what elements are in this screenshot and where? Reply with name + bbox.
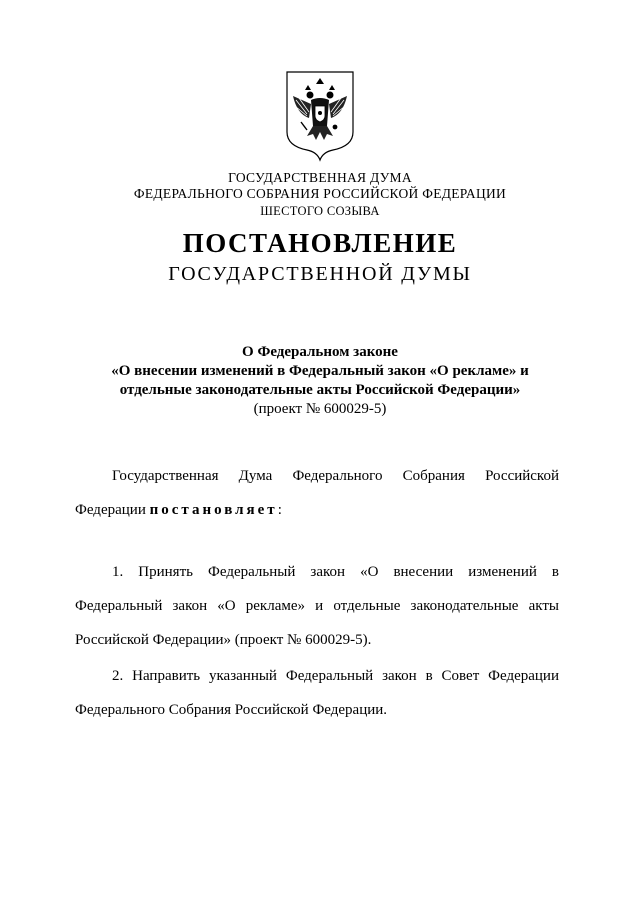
preamble-resolves: постановляет (149, 502, 278, 518)
item1-line1: 1. Принять Федеральный закон «О внесении изменений в (112, 564, 559, 580)
preamble-colon: : (277, 502, 282, 518)
document-subtitle: ГОСУДАРСТВЕННОЙ ДУМЫ (168, 263, 472, 285)
item1-line2: Федеральный закон «О рекламе» и отдельные законодательные акты (75, 598, 559, 614)
law-reference (0, 343, 640, 419)
item2-line1: 2. Направить указанный Федеральный закон в Совет Федерации (112, 668, 559, 684)
law-project-number: (проект № 600029-5) (253, 401, 387, 417)
preamble-line1: Государственная Дума Федерального Собрания Российской (112, 468, 559, 484)
preamble-federation: Федерации (75, 502, 150, 518)
law-title-line2: «О внесении изменений в Федеральный закон «О рекламе» и (111, 363, 529, 379)
header-line-federal-assembly: ФЕДЕРАЛЬНОГО СОБРАНИЯ РОССИЙСКОЙ ФЕДЕРАЦИИ (133, 186, 507, 201)
document-title: ПОСТАНОВЛЕНИЕ (182, 228, 458, 258)
preamble-line2 (75, 500, 559, 520)
law-title-line3: отдельные законодательные акты Российской Федерации» (119, 382, 521, 398)
header-line-convocation: ШЕСТОГО СОЗЫВА (260, 204, 380, 218)
item2-line2: Федерального Собрания Российской Федерации. (75, 702, 388, 718)
header-line-duma: ГОСУДАРСТВЕННАЯ ДУМА (228, 170, 412, 185)
law-title-line1: О Федеральном законе (242, 344, 398, 360)
coat-of-arms-emblem-icon (283, 70, 357, 162)
item1-line3: Российской Федерации» (проект № 600029-5). (75, 632, 372, 648)
